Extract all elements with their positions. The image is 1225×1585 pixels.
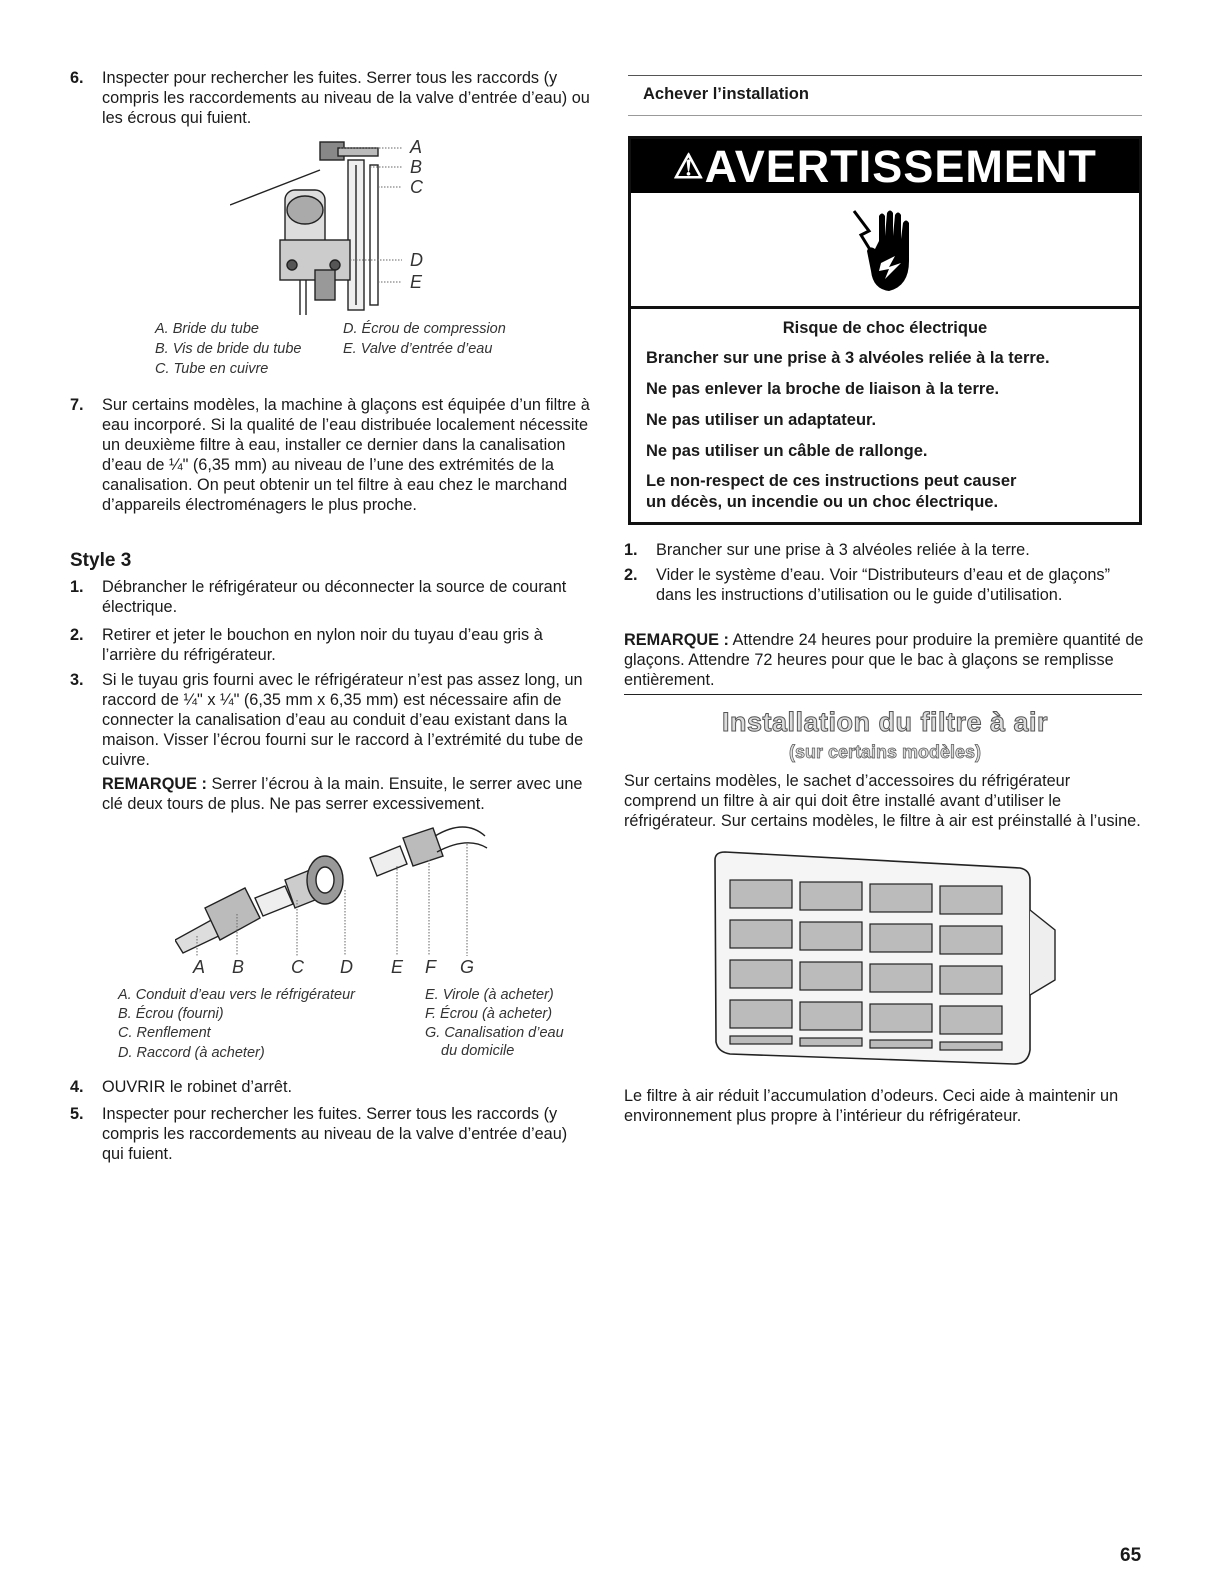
fittings-figure	[175, 818, 495, 958]
figure1-caption-c: C. Tube en cuivre	[155, 361, 269, 377]
warning-line-1: Brancher sur une prise à 3 alvéoles reliée à la terre.	[646, 349, 1050, 367]
figure1-caption-d: D. Écrou de compression	[343, 321, 506, 337]
warning-line-4: Ne pas utiliser un câble de rallonge.	[646, 442, 928, 460]
note-label: REMARQUE :	[102, 775, 207, 793]
figure2-caption-e: E. Virole (à acheter)	[425, 987, 554, 1003]
section-bottom-rule	[628, 115, 1142, 116]
step-7	[70, 395, 590, 515]
air-filter-heading: Installation du filtre à air	[721, 707, 1049, 737]
section-heading: Achever l’installation	[643, 85, 809, 103]
figure2-caption-g2: du domicile	[441, 1043, 515, 1059]
air-filter-paragraph-2: Le filtre à air réduit l’accumulation d’odeurs. Ceci aide à maintenir un environnement plus propre à l’intérieur du réfrigérateur.	[624, 1087, 1119, 1125]
final-note	[624, 630, 1144, 690]
style3-step-2	[70, 625, 590, 665]
figure1-label-e: E	[410, 272, 423, 292]
figure1-caption-b: B. Vis de bride du tube	[155, 341, 302, 357]
warning-risk-title: Risque de choc électrique	[782, 319, 988, 337]
step-text: Débrancher le réfrigérateur ou déconnecter la source de courant électrique.	[102, 578, 567, 616]
figure1-caption-a: A. Bride du tube	[155, 321, 259, 337]
step-number: 7.	[70, 396, 84, 414]
step-text: Inspecter pour rechercher les fuites. Serrer tous les raccords (y compris les raccordements au niveau de la valve d’entrée d’eau) qui fuient.	[102, 1105, 568, 1163]
figure2-caption-c: C. Renflement	[118, 1025, 211, 1041]
step-number: 5.	[70, 1105, 84, 1123]
electric-shock-hand-icon	[849, 201, 929, 301]
step-text: Retirer et jeter le bouchon en nylon noir du tuyau d’eau gris à l’arrière du réfrigérateur.	[102, 626, 543, 664]
figure2-label-g: G	[460, 957, 475, 977]
warning-line-2: Ne pas enlever la broche de liaison à la terre.	[646, 380, 1000, 398]
figure2-caption-b: B. Écrou (fourni)	[118, 1006, 224, 1022]
figure2-caption-f: F. Écrou (à acheter)	[425, 1006, 553, 1022]
final-step-2	[624, 565, 1144, 605]
step-text: Si le tuyau gris fourni avec le réfrigérateur n’est pas assez long, un raccord de ¼" x ¼" (6,35 mm x 6,35 mm) est nécessaire afin de connecter la canalisation d’eau au conduit d’eau existant dans la maison. Visser l’écrou fourni sur le raccord à l’extrémité du tube de cuivre.	[102, 671, 584, 769]
section-top-rule	[628, 75, 1142, 76]
note-label: REMARQUE :	[624, 631, 729, 649]
figure1-label-a: A	[410, 137, 423, 157]
style3-heading: Style 3	[70, 550, 132, 571]
step-number: 1.	[70, 578, 84, 596]
step-text: OUVRIR le robinet d’arrêt.	[102, 1078, 293, 1096]
figure2-caption-a: A. Conduit d’eau vers le réfrigérateur	[118, 987, 355, 1003]
figure1-label-b: B	[410, 157, 423, 177]
step-6	[70, 68, 590, 128]
warning-line-5: Le non-respect de ces instructions peut causer	[646, 472, 1017, 490]
figure1-label-c: C	[410, 177, 423, 197]
figure2-label-a: A	[193, 957, 206, 977]
step-number: 2.	[624, 566, 638, 584]
warning-icon-row	[631, 193, 1139, 309]
valve-figure	[230, 130, 440, 315]
style3-step-1	[70, 577, 590, 617]
figure2-caption-g1: G. Canalisation d’eau	[425, 1025, 564, 1041]
final-step-1	[624, 540, 1144, 560]
figure2-label-c: C	[291, 957, 304, 977]
warning-header	[631, 139, 1139, 193]
step-number: 3.	[70, 671, 84, 689]
style3-step-4	[70, 1077, 590, 1097]
step-text: Vider le système d’eau. Voir “Distributeurs d’eau et de glaçons” dans les instructions d’utilisation ou le guide d’utilisation.	[656, 566, 1110, 604]
figure2-label-e: E	[391, 957, 404, 977]
step-number: 6.	[70, 69, 84, 87]
warning-triangle-icon: ⚠	[673, 148, 705, 186]
step-text: Sur certains modèles, la machine à glaçons est équipée d’un filtre à eau incorporé. Si la qualité de l’eau distribuée localement nécessite un deuxième filtre à eau, installer ce dernier dans la canalisation d’eau de ¼" (6,35 mm) au niveau de l’une des extrémités de la canalisation. On peut obtenir un tel filtre à eau chez le marchand d’appareils électroménagers le plus proche.	[102, 396, 590, 514]
style3-step-5	[70, 1104, 590, 1164]
page-number: 65	[1120, 1545, 1142, 1566]
air-filter-paragraph-1: Sur certains modèles, le sachet d’accessoires du réfrigérateur comprend un filtre à air qui doit être installé avant d’utiliser le réfrigérateur. Sur certains modèles, le filtre à air est préinstallé à l’usine.	[624, 772, 1141, 830]
figure2-caption-d: D. Raccord (à acheter)	[118, 1045, 265, 1061]
warning-line-3: Ne pas utiliser un adaptateur.	[646, 411, 877, 429]
style3-note	[102, 774, 590, 814]
note-text: Attendre 24 heures pour produire la première quantité de glaçons. Attendre 72 heures pour que le bac à glaçons se remplisse entièrement.	[624, 631, 1144, 689]
step-number: 4.	[70, 1078, 84, 1096]
air-filter-figure	[700, 850, 1060, 1075]
figure1-label-d: D	[410, 250, 423, 270]
style3-step-3	[70, 670, 590, 770]
step-text: Inspecter pour rechercher les fuites. Serrer tous les raccords (y compris les raccordements au niveau de la valve d’entrée d’eau) ou les écrous qui fuient.	[102, 69, 590, 127]
step-text: Brancher sur une prise à 3 alvéoles reliée à la terre.	[656, 541, 1030, 559]
figure2-label-d: D	[340, 957, 353, 977]
air-filter-subheading: (sur certains modèles)	[788, 742, 982, 762]
step-number: 1.	[624, 541, 638, 559]
figure2-label-b: B	[232, 957, 245, 977]
figure2-label-f: F	[425, 957, 436, 977]
note-text: Serrer l’écrou à la main. Ensuite, le serrer avec une clé deux tours de plus. Ne pas serrer excessivement.	[102, 775, 583, 813]
step-number: 2.	[70, 626, 84, 644]
warning-title: AVERTISSEMENT	[704, 141, 1097, 192]
figure1-caption-e: E. Valve d’entrée d’eau	[343, 341, 493, 357]
air-section-rule	[624, 694, 1142, 695]
warning-line-6: un décès, un incendie ou un choc électrique.	[646, 493, 999, 511]
